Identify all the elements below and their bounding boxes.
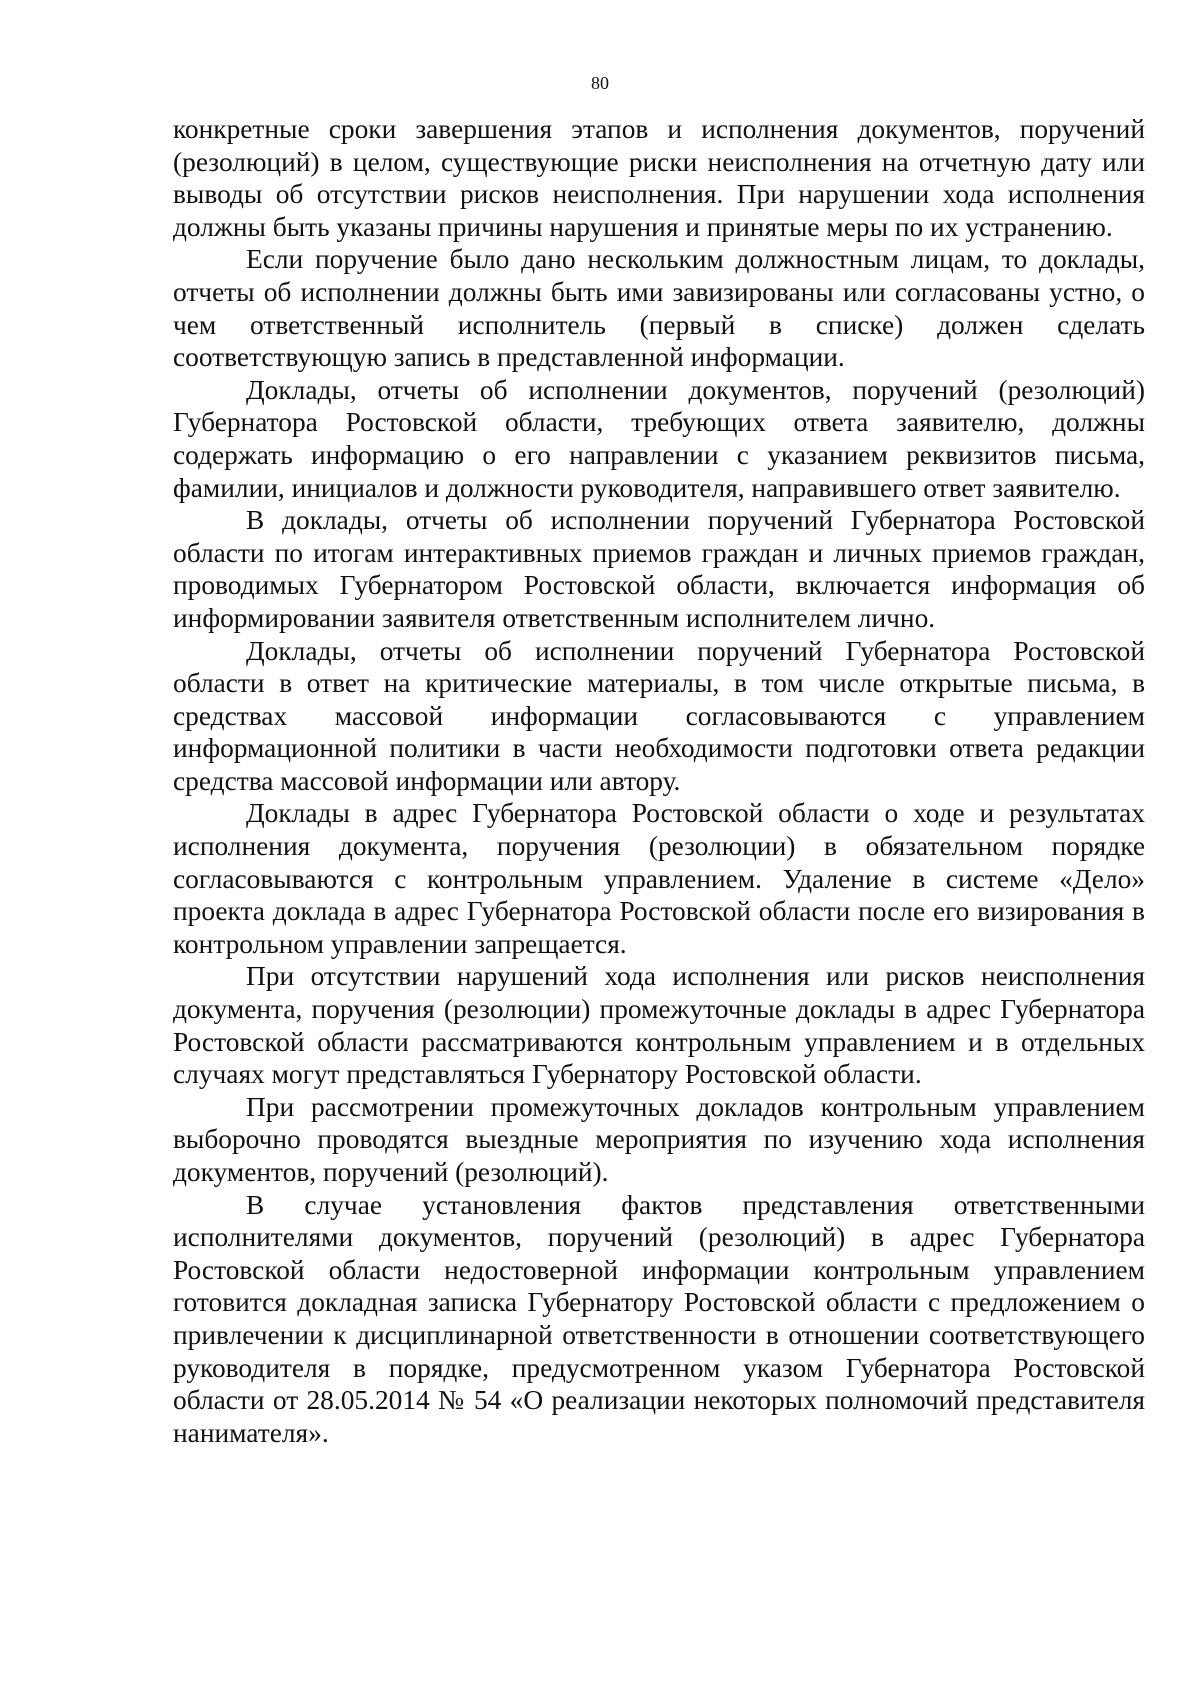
page-number: 80 [591, 73, 609, 93]
paragraph: Доклады, отчеты об исполнении поручений Губернатора Ростовской области в ответ на критические материалы, в том числе открытые письма, в средствах массовой информации согласовываются с управлением информационной политики в части необходимости подготовки ответа редакции средства массовой информации или автору. [173, 635, 1145, 796]
paragraph: При рассмотрении промежуточных докладов контрольным управлением выборочно проводятся выездные мероприятия по изучению хода исполнения документов, поручений (резолюций). [173, 1091, 1145, 1187]
paragraph: Доклады, отчеты об исполнении документов, поручений (резолюций) Губернатора Ростовской области, требующих ответа заявителю, должны содержать информацию о его направлении с указанием реквизитов письма, фамилии, инициалов и должности руководителя, направившего ответ заявителю. [173, 374, 1145, 503]
document-body [173, 113, 1145, 1449]
paragraph: В случае установления фактов представления ответственными исполнителями документов, поручений (резолюций) в адрес Губернатора Ростовской области недостоверной информации контрольным управлением готовится докладная записка Губернатору Ростовской области с предложением о привлечении к дисциплинарной ответственности в отношении соответствующего руководителя в порядке, предусмотренном указом Губернатора Ростовской области от 28.05.2014 № 54 «О реализации некоторых полномочий представителя нанимателя». [173, 1189, 1145, 1448]
paragraph: Доклады в адрес Губернатора Ростовской области о ходе и результатах исполнения документа, поручения (резолюции) в обязательном порядке согласовываются с контрольным управлением. Удаление в системе «Дело» проекта доклада в адрес Губернатора Ростовской области после его визирования в контрольном управлении запрещается. [173, 798, 1145, 959]
paragraph: Если поручение было дано нескольким должностным лицам, то доклады, отчеты об исполнении должны быть ими завизированы или согласованы устно, о чем ответственный исполнитель (первый в списке) должен сделать соответствующую запись в представленной информации. [173, 244, 1145, 373]
paragraph-continuation: конкретные сроки завершения этапов и исполнения документов, поручений (резолюций) в целом, существующие риски неисполнения на отчетную дату или выводы об отсутствии рисков неисполнения. При нарушении хода исполнения должны быть указаны причины нарушения и принятые меры по их устранению. [173, 114, 1145, 242]
paragraph: В доклады, отчеты об исполнении поручений Губернатора Ростовской области по итогам интерактивных приемов граждан и личных приемов граждан, проводимых Губернатором Ростовской области, включается информация об информировании заявителя ответственным исполнителем лично. [173, 505, 1145, 633]
paragraph: При отсутствии нарушений хода исполнения или рисков неисполнения документа, поручения (резолюции) промежуточные доклады в адрес Губернатора Ростовской области рассматриваются контрольным управлением и в отдельных случаях могут представляться Губернатору Ростовской области. [173, 961, 1145, 1090]
